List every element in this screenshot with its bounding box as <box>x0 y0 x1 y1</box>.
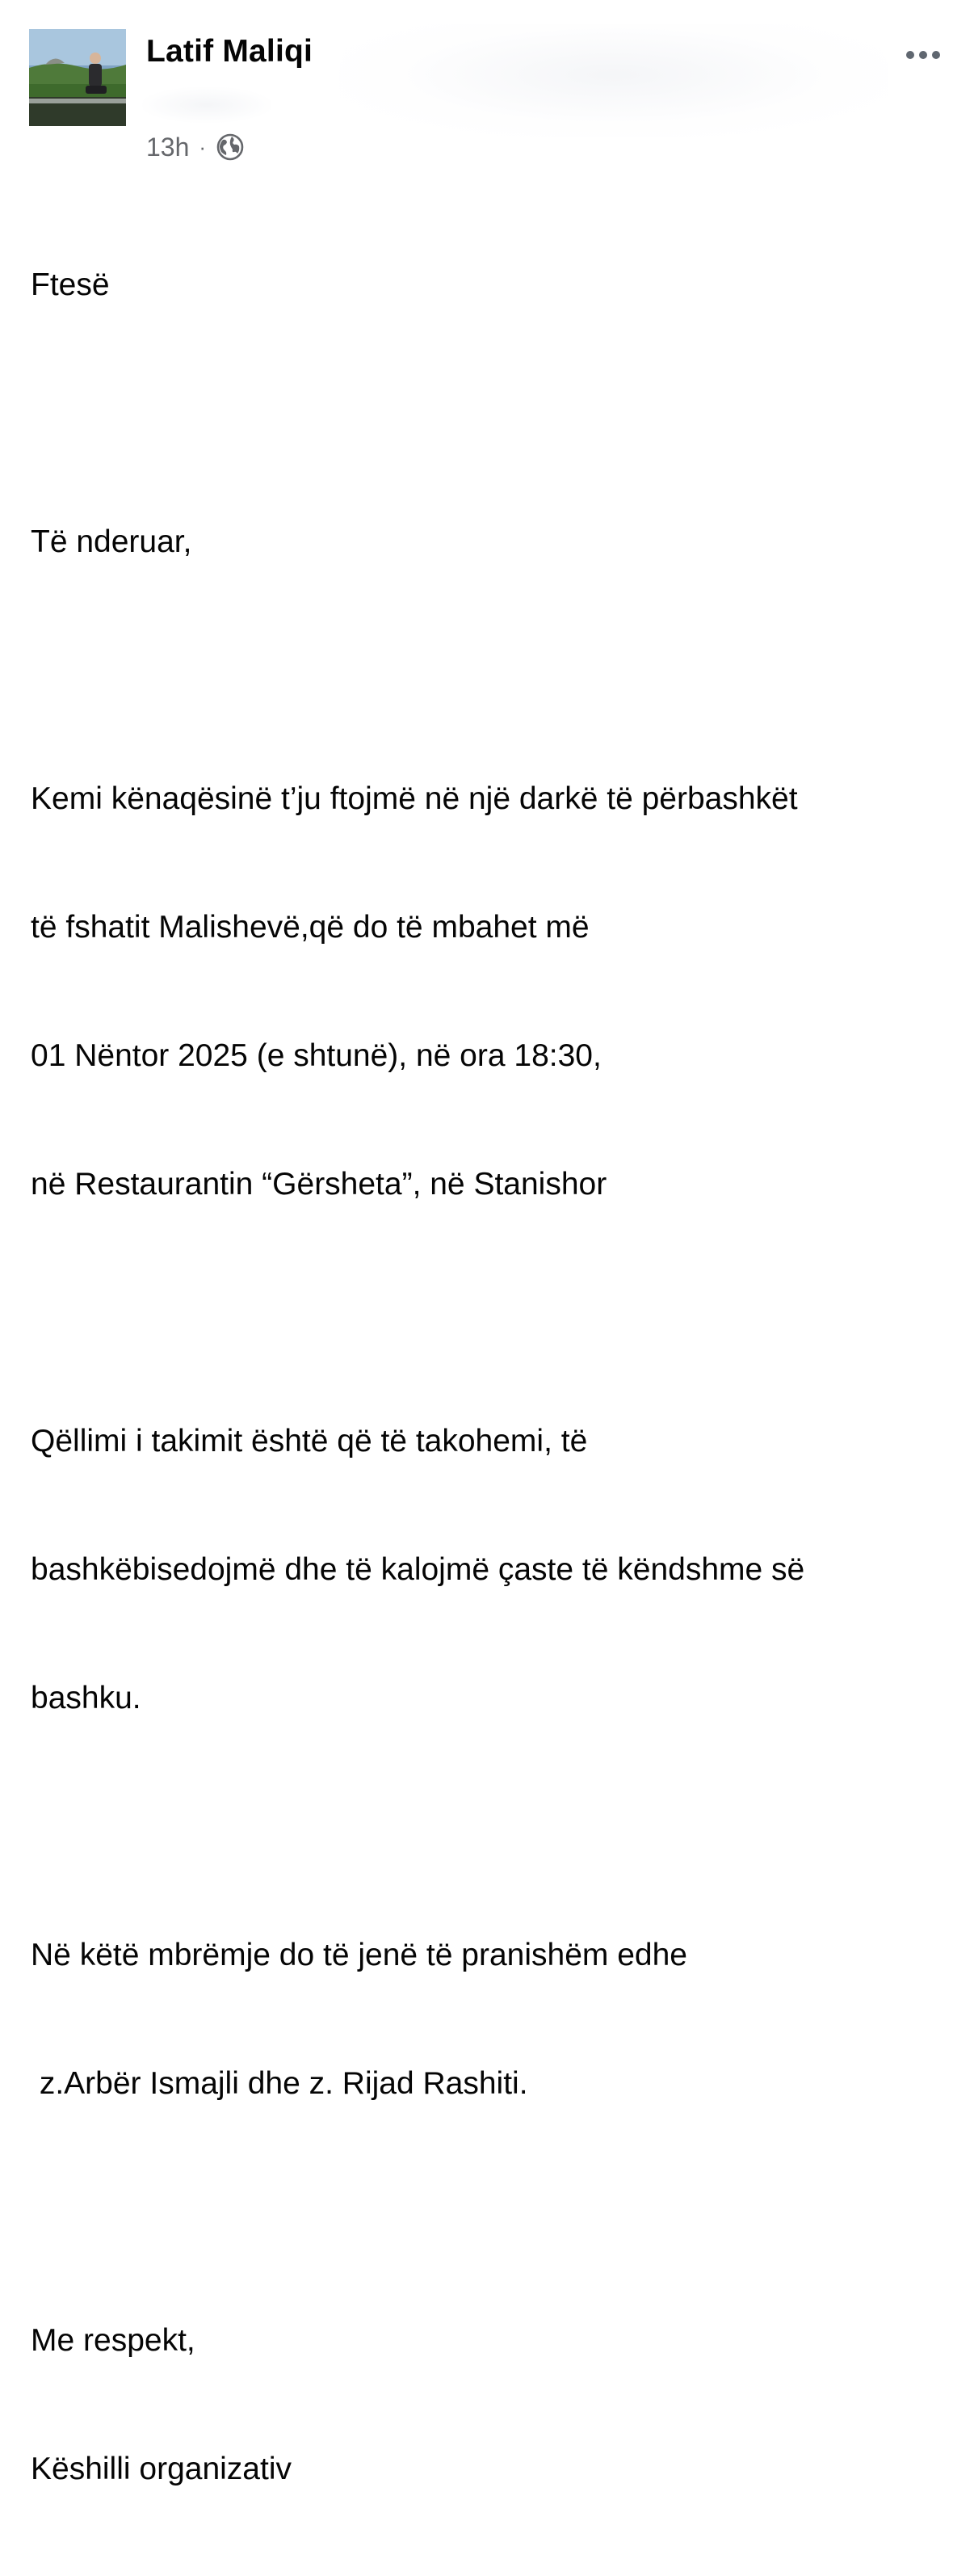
post-line: bashku. <box>31 1681 141 1715</box>
post-line: të fshatit Malishevë,që do të mbahet më <box>31 910 590 945</box>
post-line: Kemi kënaqësinë t’ju ftojmë në një darkë të përbashkët <box>31 781 798 816</box>
post-line: Të nderuar, <box>31 524 192 559</box>
ellipsis-icon-dot <box>906 51 914 59</box>
post-line: në Restaurantin “Gërsheta”, në Stanishor <box>31 1167 607 1202</box>
post-line: Me respekt, <box>31 2323 195 2358</box>
post-body <box>31 178 959 2576</box>
author-name[interactable]: Latif Maliqi <box>146 34 313 69</box>
ellipsis-icon-dot <box>932 51 940 59</box>
post-meta <box>146 129 245 165</box>
post-line: Qëllimi i takimit është që të takohemi, të <box>31 1424 588 1458</box>
post-timestamp[interactable]: 13h <box>146 132 190 162</box>
blurred-region <box>339 24 888 137</box>
post-paragraph <box>31 435 959 649</box>
post-line: 01 Nëntor 2025 (e shtunë), në ora 18:30, <box>31 1038 602 1073</box>
post-line: Ftesë <box>31 267 110 302</box>
globe-icon[interactable] <box>216 133 245 162</box>
post-paragraph <box>31 178 959 392</box>
meta-separator: · <box>199 134 207 159</box>
post-paragraph <box>31 692 959 1291</box>
post-paragraph <box>31 1334 959 1805</box>
post-paragraph <box>31 1848 959 2191</box>
ellipsis-icon-dot <box>919 51 927 59</box>
avatar[interactable] <box>29 29 126 126</box>
post-line: Në këtë mbrëmje do të jenë të pranishëm edhe <box>31 1938 687 1972</box>
more-options-button[interactable] <box>895 40 951 69</box>
blurred-region-small <box>142 87 271 123</box>
post-line: z.Arbër Ismajli dhe z. Rijad Rashiti. <box>31 2066 528 2101</box>
post-paragraph <box>31 2233 959 2576</box>
post-line: bashkëbisedojmë dhe të kalojmë çaste të këndshme së <box>31 1552 805 1587</box>
post-line: Këshilli organizativ <box>31 2452 292 2486</box>
avatar-photo <box>29 29 126 126</box>
